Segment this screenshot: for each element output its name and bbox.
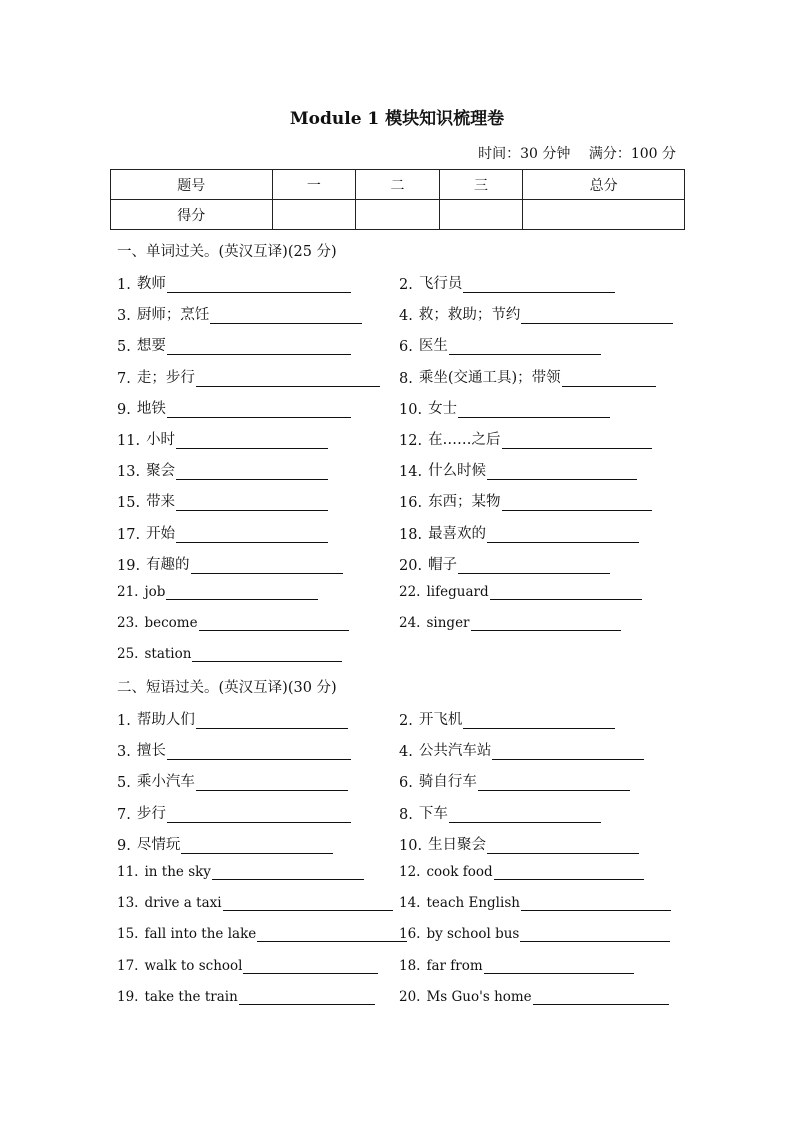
question-item (117, 802, 351, 823)
question-text: become (144, 615, 198, 632)
score-table-score-row (111, 200, 685, 230)
score-label: 满分：100 分 (588, 146, 676, 162)
answer-blank[interactable] (243, 959, 378, 974)
question-text: 骑自行车 (418, 774, 477, 791)
question-item (399, 833, 639, 854)
header-cell: 三 (439, 170, 523, 200)
answer-blank[interactable] (487, 839, 639, 854)
question-text: 救；救助；节约 (418, 307, 521, 324)
question-text: Ms Guo's home (426, 988, 532, 1005)
question-item (117, 272, 351, 293)
question-text: 东西；某物 (428, 494, 501, 511)
question-text: 擅长 (136, 743, 166, 760)
answer-blank[interactable] (449, 340, 601, 355)
question-text: 最喜欢的 (428, 525, 487, 542)
answer-blank[interactable] (166, 585, 318, 600)
question-item (117, 739, 351, 760)
question-text: 乘坐(交通工具)；带领 (418, 369, 561, 386)
question-item (399, 303, 673, 324)
question-text: 生日聚会 (428, 836, 487, 853)
question-number: 16. (399, 495, 423, 512)
question-item (117, 989, 375, 1005)
question-item (117, 553, 343, 574)
question-text: job (144, 584, 166, 600)
question-text: far from (426, 957, 483, 974)
question-item (399, 397, 610, 418)
question-item (399, 490, 652, 511)
answer-blank[interactable] (257, 927, 407, 942)
score-input-cell[interactable] (272, 200, 356, 230)
question-text: 女士 (428, 400, 458, 417)
answer-blank[interactable] (458, 403, 610, 418)
score-input-cell[interactable] (356, 200, 440, 230)
question-number: 19. (117, 988, 139, 1005)
question-number: 4. (399, 308, 413, 325)
question-text: 开始 (146, 525, 176, 542)
question-number: 14. (399, 895, 421, 912)
question-text: in the sky (144, 864, 211, 880)
answer-blank[interactable] (520, 927, 670, 942)
question-number: 7. (117, 370, 131, 387)
answer-blank[interactable] (449, 808, 601, 823)
question-text: 公共汽车站 (418, 743, 492, 760)
question-item (117, 522, 328, 543)
question-item (399, 958, 634, 974)
question-number: 23. (117, 615, 139, 632)
question-item (399, 428, 652, 449)
question-item (399, 926, 670, 942)
question-number: 4. (399, 744, 413, 761)
question-item (399, 459, 637, 480)
question-item (117, 646, 342, 662)
answer-blank[interactable] (458, 559, 610, 574)
answer-blank[interactable] (484, 959, 634, 974)
question-number: 14. (399, 464, 423, 481)
answer-blank[interactable] (167, 403, 351, 418)
answer-blank[interactable] (239, 990, 375, 1005)
question-item (399, 553, 610, 574)
question-item (117, 397, 351, 418)
score-row-label: 得分 (111, 200, 273, 230)
question-number: 22. (399, 584, 421, 600)
question-number: 10. (399, 401, 423, 418)
question-item (399, 708, 615, 729)
question-text: 乘小汽车 (136, 774, 195, 791)
answer-blank[interactable] (471, 616, 621, 631)
page-title: Module 1 模块知识梳理卷 (289, 109, 505, 129)
question-number: 12. (399, 433, 423, 449)
question-text: 聚会 (146, 463, 176, 480)
question-item (117, 366, 380, 387)
question-item (399, 272, 615, 293)
question-item (399, 802, 601, 823)
answer-blank[interactable] (176, 434, 328, 449)
question-item (117, 926, 407, 942)
question-text: cook food (426, 864, 493, 880)
question-item (399, 770, 630, 791)
answer-blank[interactable] (502, 496, 652, 511)
question-item (117, 334, 351, 355)
question-text: 飞行员 (418, 276, 463, 292)
question-text: 在……之后 (428, 432, 501, 448)
question-item (399, 739, 644, 760)
question-text: 地铁 (136, 400, 166, 417)
question-number: 1. (117, 277, 131, 293)
score-table-header-row (111, 170, 685, 200)
answer-blank[interactable] (521, 309, 673, 324)
question-item (399, 989, 669, 1005)
answer-blank[interactable] (463, 714, 615, 729)
answer-blank[interactable] (196, 776, 348, 791)
question-number: 17. (117, 957, 139, 974)
header-cell: 二 (356, 170, 440, 200)
answer-blank[interactable] (502, 434, 652, 449)
answer-blank[interactable] (490, 585, 642, 600)
question-number: 18. (399, 526, 423, 543)
question-text: 下车 (418, 805, 448, 822)
question-item (399, 522, 639, 543)
answer-blank[interactable] (478, 776, 630, 791)
question-text: 教师 (136, 276, 166, 292)
question-item (117, 428, 328, 449)
question-number: 2. (399, 713, 413, 729)
question-item (399, 615, 621, 631)
answer-blank[interactable] (176, 528, 328, 543)
question-number: 16. (399, 926, 421, 943)
question-item (117, 584, 318, 600)
answer-blank[interactable] (210, 309, 362, 324)
question-item (117, 459, 328, 480)
question-text: 带来 (146, 494, 176, 511)
question-number: 9. (117, 401, 131, 418)
header-cell: 题号 (111, 170, 273, 200)
question-item (399, 895, 671, 911)
question-number: 2. (399, 277, 413, 293)
time-score-line (464, 143, 676, 163)
answer-blank[interactable] (487, 465, 637, 480)
score-table (110, 169, 685, 230)
answer-blank[interactable] (176, 465, 328, 480)
answer-blank[interactable] (167, 745, 351, 760)
question-text: station (144, 646, 192, 663)
question-item (399, 864, 644, 880)
answer-blank[interactable] (196, 714, 348, 729)
answer-blank[interactable] (176, 496, 328, 511)
answer-blank[interactable] (167, 278, 351, 293)
question-text: 帮助人们 (136, 712, 195, 728)
question-number: 9. (117, 837, 131, 854)
question-number: 21. (117, 584, 139, 600)
question-number: 25. (117, 646, 139, 663)
question-number: 15. (117, 926, 139, 943)
answer-blank[interactable] (463, 278, 615, 293)
answer-blank[interactable] (212, 865, 364, 880)
question-item (117, 490, 328, 511)
question-text: 尽情玩 (136, 836, 181, 853)
question-text: by school bus (426, 926, 520, 943)
question-number: 7. (117, 806, 131, 823)
question-number: 11. (117, 433, 141, 449)
question-text: drive a taxi (144, 895, 222, 912)
question-number: 5. (117, 775, 131, 792)
answer-blank[interactable] (487, 528, 639, 543)
question-text: singer (426, 615, 470, 632)
answer-blank[interactable] (192, 647, 342, 662)
question-number: 8. (399, 370, 413, 387)
answer-blank[interactable] (521, 896, 671, 911)
question-item (117, 864, 364, 880)
question-number: 5. (117, 339, 131, 356)
question-text: take the train (144, 988, 238, 1005)
question-text: 有趣的 (146, 556, 190, 573)
question-number: 15. (117, 495, 141, 512)
answer-blank[interactable] (492, 745, 644, 760)
question-number: 6. (399, 775, 413, 792)
question-text: 医生 (418, 338, 448, 355)
question-number: 10. (399, 837, 423, 854)
question-text: 走；步行 (136, 369, 195, 386)
question-number: 18. (399, 957, 421, 974)
score-input-cell[interactable] (523, 200, 685, 230)
header-cell: 总分 (523, 170, 685, 200)
answer-blank[interactable] (167, 808, 351, 823)
answer-blank[interactable] (562, 372, 656, 387)
question-item (117, 958, 378, 974)
question-text: 开飞机 (418, 712, 463, 728)
question-number: 1. (117, 713, 131, 729)
question-item (117, 895, 393, 911)
question-text: 想要 (136, 338, 166, 355)
answer-blank[interactable] (167, 340, 351, 355)
question-text: fall into the lake (144, 926, 257, 943)
question-text: teach English (426, 895, 520, 912)
question-text: 什么时候 (428, 463, 487, 480)
question-number: 6. (399, 339, 413, 356)
question-number: 19. (117, 557, 141, 574)
question-item (117, 615, 349, 631)
question-item (399, 366, 656, 387)
question-number: 12. (399, 864, 421, 880)
question-item (117, 708, 348, 729)
question-number: 20. (399, 557, 423, 574)
answer-blank[interactable] (494, 865, 644, 880)
question-text: 小时 (146, 432, 176, 448)
section2-title: 二、短语过关。(英汉互译)(30 分) (117, 680, 337, 696)
question-item (117, 770, 348, 791)
question-item (399, 584, 642, 600)
question-item (399, 334, 601, 355)
answer-blank[interactable] (533, 990, 669, 1005)
question-number: 13. (117, 464, 141, 481)
question-text: lifeguard (426, 584, 489, 600)
question-text: 步行 (136, 805, 166, 822)
time-label: 时间：30 分钟 (478, 146, 571, 162)
answer-blank[interactable] (191, 559, 343, 574)
question-number: 13. (117, 895, 139, 912)
score-input-cell[interactable] (439, 200, 523, 230)
header-cell: 一 (272, 170, 356, 200)
question-number: 3. (117, 308, 131, 325)
question-item (117, 833, 333, 854)
question-text: 厨师；烹饪 (136, 307, 210, 324)
question-number: 8. (399, 806, 413, 823)
answer-blank[interactable] (199, 616, 349, 631)
section1-title: 一、单词过关。(英汉互译)(25 分) (117, 244, 337, 260)
answer-blank[interactable] (196, 372, 380, 387)
question-number: 24. (399, 615, 421, 632)
question-item (117, 303, 362, 324)
question-text: 帽子 (428, 556, 458, 573)
question-text: walk to school (144, 957, 243, 974)
answer-blank[interactable] (181, 839, 333, 854)
question-number: 3. (117, 744, 131, 761)
answer-blank[interactable] (223, 896, 393, 911)
question-number: 20. (399, 988, 421, 1005)
question-number: 11. (117, 864, 139, 880)
question-number: 17. (117, 526, 141, 543)
